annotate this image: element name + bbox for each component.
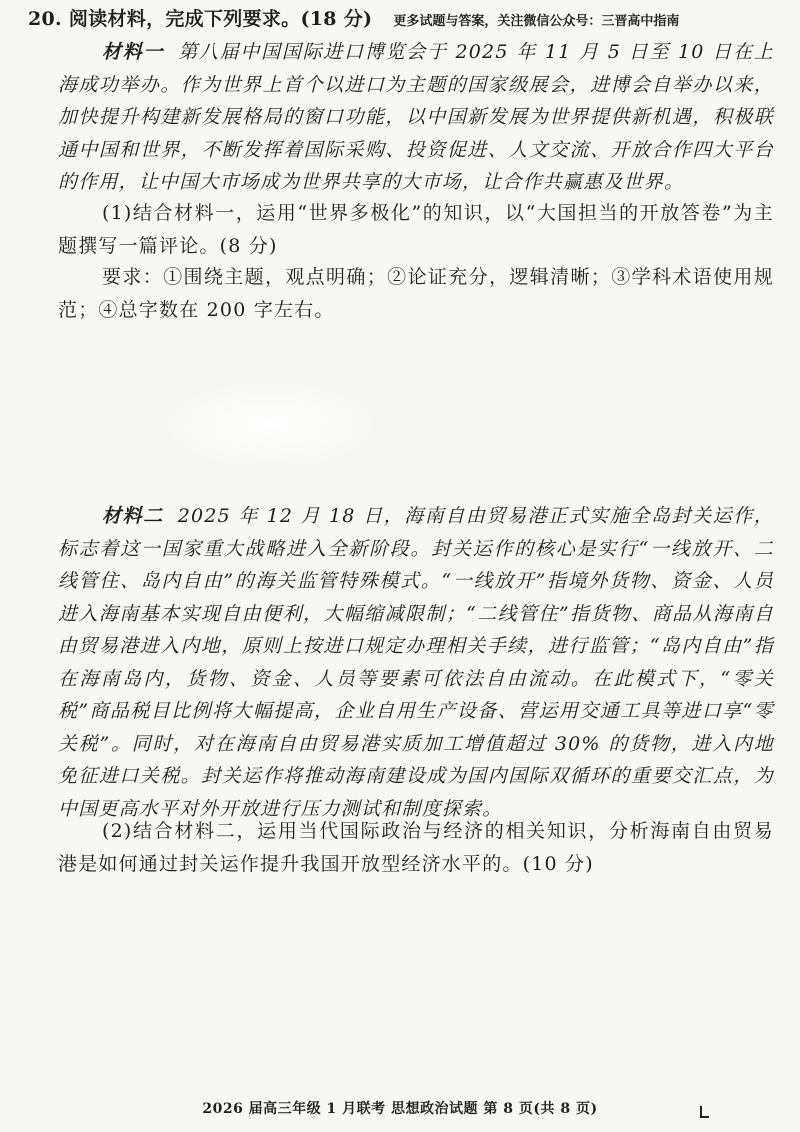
question-two: (2)结合材料二，运用当代国际政治与经济的相关知识，分析海南自由贸易港是如何通过封关运作提升我国开放型经济水平的。(10 分) — [58, 820, 774, 875]
material-two — [58, 500, 774, 825]
material-two-label: 材料二 — [102, 505, 164, 527]
question-one: (1)结合材料一，运用“世界多极化”的知识，以“大国担当的开放答卷”为主题撰写一篇评论。(8 分) — [58, 202, 774, 257]
question-title: 20. 阅读材料，完成下列要求。(18 分) — [28, 8, 373, 30]
page-footer: 2026 届高三年级 1 月联考 思想政治试题 第 8 页(共 8 页) — [202, 1101, 598, 1117]
question-one-requirements: 要求：①围绕主题，观点明确；②论证充分，逻辑清晰；③学科术语使用规范；④总字数在 200 字左右。 — [58, 266, 774, 321]
corner-mark-icon — [700, 1106, 709, 1118]
material-one-text: 第八届中国国际进口博览会于 2025 年 11 月 5 日至 10 日在上海成功举办。作为世界上首个以进口为主题的国家级展会，进博会自举办以来，加快提升构建新发展格局的窗口功能，以中国新发展为世界提供新机遇，积极联通中国和世界，不断发挥着国际采购、投资促进、人文交流、开放合作四大平台的作用，让中国大市场成为世界共享的大市场，让合作共赢惠及世界。 — [58, 41, 775, 193]
material-one-label: 材料一 — [102, 41, 165, 63]
blank-answer-area — [160, 380, 380, 470]
material-one — [58, 36, 774, 199]
promo-note: 更多试题与答案，关注微信公众号：三晋高中指南 — [393, 14, 680, 29]
question-header — [28, 4, 788, 32]
material-two-text: 2025 年 12 月 18 日，海南自由贸易港正式实施全岛封关运作，标志着这一国家重大战略进入全新阶段。封关运作的核心是实行“一线放开、二线管住、岛内自由”的海关监管特殊模式。“一线放开”指境外货物、资金、人员进入海南基本实现自由便利，大幅缩减限制；“二线管住”指货物、商品从海南自由贸易港进入内地，原则上按进口规定办理相关手续，进行监管；“岛内自由”指在海南岛内，货物、资金、人员等要素可依法自由流动。在此模式下，“零关税”商品税目比例将大幅提高，企业自用生产设备、营运用交通工具等进口享“零关税”。同时，对在海南自由贸易港实质加工增值超过 30% 的货物，进入内地免征进口关税。封关运作将推动海南建设成为国内国际双循环的重要交汇点，为中国更高水平对外开放进行压力测试和制度探索。 — [58, 505, 774, 820]
